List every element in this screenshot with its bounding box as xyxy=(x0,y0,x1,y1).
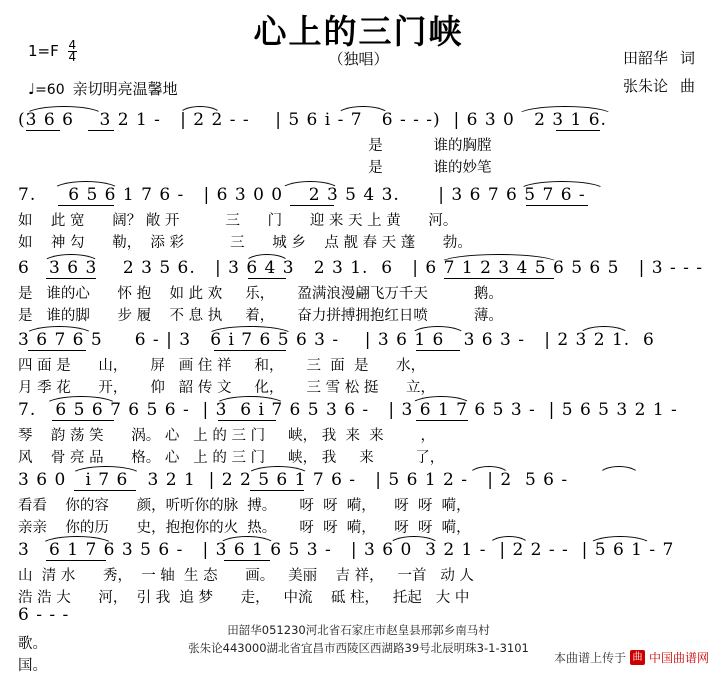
beam-line xyxy=(74,490,136,491)
notation-row: 3 6 0 i 7 6 3 2 1 | 2 2 5 6 1 7 6 - | 5 6 1 2 - | 2 5 6 - xyxy=(18,470,569,490)
slur-arc xyxy=(178,106,222,116)
tempo-value: =60 xyxy=(35,82,65,98)
notation-row: (3 6 6 3 2 1 - | 2 2 - - | 5 6 i - 7 6 - - -) | 6 3 0 2 3 1 6. xyxy=(18,110,607,130)
beam-line xyxy=(46,560,106,561)
lyric-row-verse2: 是 谁的脚 步 履 不 息 执 着， 奋力拼搏拥抱红日喷 薄。 xyxy=(18,308,503,324)
composer-name: 张朱论 xyxy=(622,77,668,95)
lyric-row-verse2: 亲亲 你的历 史，抱抱你的火 热。 呀 呀 嗬， 呀 呀 嗬， xyxy=(18,520,471,536)
slur-arc xyxy=(24,326,94,336)
music-system-7 xyxy=(18,540,702,608)
music-system-1 xyxy=(18,110,702,178)
beam-line xyxy=(526,205,588,206)
footer-composer-address: 张朱论443000湖北省宜昌市西陵区西湖路39号北辰明珠3-1-3101 xyxy=(188,641,529,655)
composer-role: 曲 xyxy=(679,77,695,95)
lyric-row-verse1: 看看 你的容 颜，听听你的脉 搏。 呀 呀 嗬， 呀 呀 嗬， xyxy=(18,498,471,514)
lyricist-name: 田韶华 xyxy=(622,49,668,67)
watermark-text: 本曲谱上传于 xyxy=(553,651,626,665)
site-watermark[interactable] xyxy=(554,649,709,666)
slur-arc xyxy=(280,181,340,191)
slur-arc xyxy=(516,106,614,116)
lyric-row-verse2: 是 谁的妙笔 xyxy=(18,160,492,176)
notation-row: 3 6 7 6 5 6 - | 3 6 i 7 6 5 6 3 - | 3 6 1 6 3 6 3 - | 2 3 2 1. 6 xyxy=(18,330,655,350)
lyricist-line xyxy=(623,44,695,72)
lyric-row-verse1: 歌。 xyxy=(18,636,47,652)
lyricist-role: 词 xyxy=(679,49,695,67)
slur-arc xyxy=(578,326,630,336)
lyric-row-verse2: 国。 xyxy=(18,658,47,674)
slur-arc xyxy=(52,181,120,191)
quarter-note-icon: ♩ xyxy=(28,80,36,98)
beam-line xyxy=(416,350,460,351)
beam-line xyxy=(52,420,114,421)
beam-line xyxy=(250,490,304,491)
beam-line xyxy=(58,205,114,206)
beam-line xyxy=(46,278,96,279)
slur-arc xyxy=(336,106,390,116)
music-system-5 xyxy=(18,400,702,468)
beam-line xyxy=(218,420,276,421)
tempo-marking xyxy=(28,78,178,99)
notation-row: 6 - - - xyxy=(18,605,70,625)
beam-line xyxy=(224,560,270,561)
music-system-3 xyxy=(18,258,702,326)
meter-denominator: 4 xyxy=(68,50,77,64)
beam-line xyxy=(444,278,554,279)
lyric-row-verse2: 月 季 花 开， 仰 韶 传 文 化， 三 雪 松 挺 立， xyxy=(18,380,436,396)
beam-line xyxy=(556,130,600,131)
beam-line xyxy=(416,420,468,421)
lyric-row-verse1: 是 谁的心 怀 抱 如 此 欢 乐， 盈满浪漫翩飞万千天 鹅。 xyxy=(18,286,503,302)
slur-arc xyxy=(518,181,606,191)
slur-arc xyxy=(206,326,294,336)
music-system-4 xyxy=(18,330,702,398)
beam-line xyxy=(26,130,60,131)
lyric-row-verse1: 山 清 水 秀， 一 轴 生 态 画。 美丽 吉 祥， 一首 动 人 xyxy=(18,568,474,584)
site-name: 中国曲谱网 xyxy=(648,651,709,665)
beam-line xyxy=(88,130,114,131)
slur-arc xyxy=(24,106,104,116)
lyric-row-verse2: 浩 浩 大 河， 引 我 追 梦 走， 中流 砥 柱， 托起 大 中 xyxy=(18,590,470,606)
site-logo-icon: 曲 xyxy=(630,650,645,665)
notation-row: 7. 6 5 6 7 6 5 6 - | 3 6 i 7 6 5 3 6 - | 3 6 1 7 6 5 3 - | 5 6 5 3 2 1 - xyxy=(18,400,678,420)
beam-line xyxy=(28,350,86,351)
lyric-row-verse2: 如 神 勾 勒， 添 彩 三 城 乡 点 靓 春 天 蓬 勃。 xyxy=(18,235,472,251)
meter-numerator: 4 xyxy=(68,38,77,52)
page-title: 心上的三门峡 xyxy=(253,12,464,51)
composer-line xyxy=(623,72,695,100)
lyric-row-verse1: 是 谁的胸膛 xyxy=(18,138,492,154)
slur-arc xyxy=(410,326,466,336)
slur-arc xyxy=(42,254,100,264)
time-signature xyxy=(68,40,78,63)
music-system-2 xyxy=(18,185,702,253)
lyric-row-verse2: 风 骨 亮 品 格。 心 上 的 三 门 峡， 我 来 了， xyxy=(18,450,445,466)
beam-line xyxy=(290,205,334,206)
beam-line xyxy=(248,278,286,279)
key-signature xyxy=(28,40,77,63)
lyric-row-verse1: 琴 韵 荡 笑 涡。 心 上 的 三 门 峡， 我 来 来 ， xyxy=(18,428,436,444)
notation-row: 3 6 1 7 6 3 5 6 - | 3 6 1 6 5 3 - | 3 6 0 3 2 1 - | 2 2 - - | 5 6 1 - 7 xyxy=(18,540,675,560)
notation-row: 6 3 6 3 2 3 5 6. | 3 6 4 3 2 3 1. 6 | 6 7 1 2 3 4 5 6 5 6 5 | 3 - - - xyxy=(18,258,704,278)
music-system-6 xyxy=(18,470,702,538)
slur-arc xyxy=(244,254,290,264)
expression-text: 亲切明亮温馨地 xyxy=(72,80,178,98)
page-subtitle: （独唱） xyxy=(328,50,389,68)
beam-line xyxy=(214,350,286,351)
credits xyxy=(623,44,695,100)
slur-arc xyxy=(438,254,560,264)
key-label: 1=F xyxy=(28,42,59,60)
lyric-row-verse1: 四 面 是 山， 屏 画 住 祥 和， 三 面 是 水， xyxy=(18,358,426,374)
lyric-row-verse1: 如 此 宽 阔？ 敞 开 三 门 迎 来 天 上 黄 河。 xyxy=(18,213,458,229)
notation-row: 7. 6 5 6 1 7 6 - | 6 3 0 0 2 3 5 4 3. | 3 6 7 6 5 7 6 - xyxy=(18,185,586,205)
footer-lyricist-address: 田韶华051230河北省石家庄市赵皇县邢郭乡南马村 xyxy=(227,623,490,637)
